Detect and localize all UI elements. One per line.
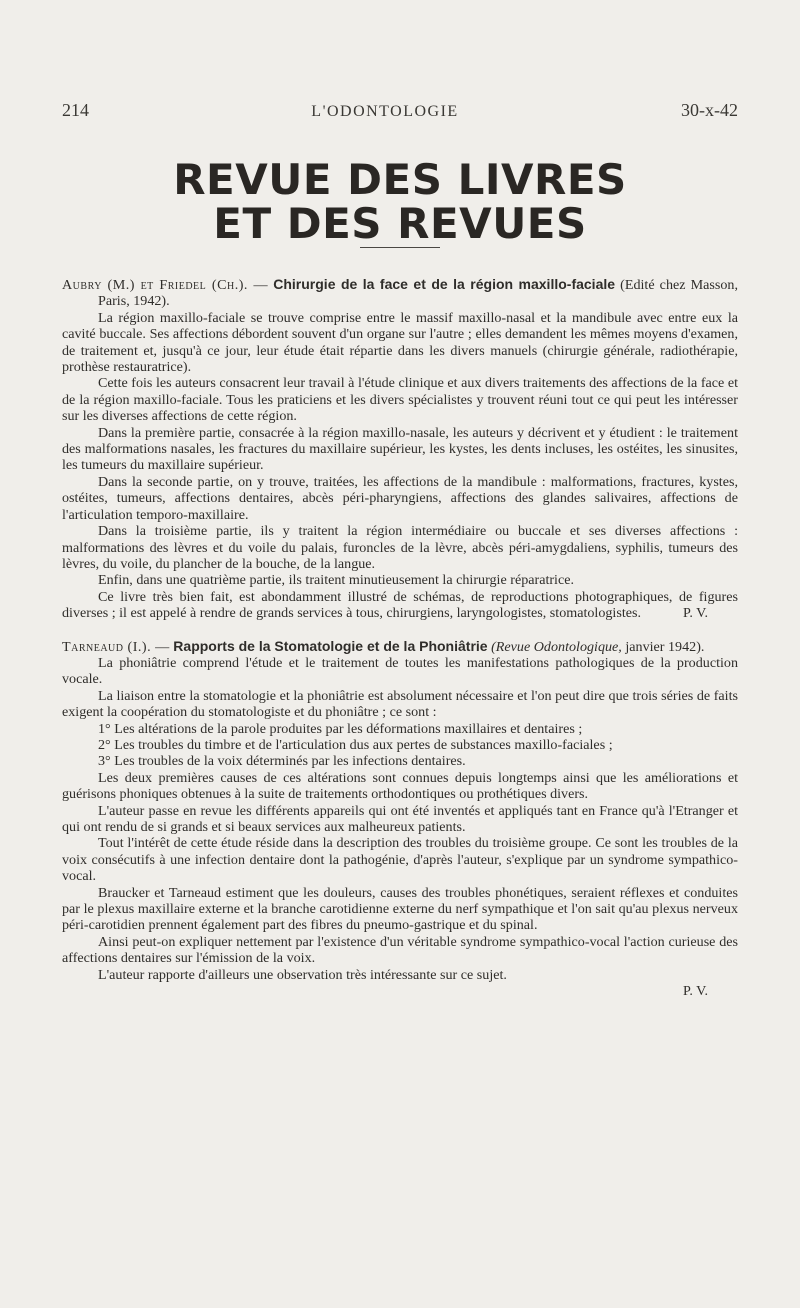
section-title-line-2: ET DES REVUES (213, 199, 587, 248)
title-divider (360, 247, 440, 248)
reviews-body (62, 276, 738, 1015)
entry-authors: Tarneaud (I.). — (62, 638, 170, 655)
paragraph-with-signature (62, 589, 738, 622)
reviewer-signature: P. V. (683, 983, 708, 1000)
paragraph: L'auteur passe en revue les différents appareils qui ont été inventés et appliqués tant en France qu'à l'Etranger et qui ont rendu de si grands et si beaux services aux malheureux patients. (62, 802, 738, 835)
reviewer-signature: P. V. (683, 605, 708, 622)
entry-book-title: Chirurgie de la face et de la région maxillo-faciale (273, 276, 616, 292)
entry-source: (Revue Odontologique, (491, 638, 622, 655)
paragraph: La région maxillo-faciale se trouve comprise entre le massif maxillo-nasal et la mandibule avec entre eux la cavité buccale. Ses affections débordent souvent d'un organe sur l'autre ; elles demandent les mêmes moyens d'examen, de traitement et, jusqu'à ce jour, leur étude était répartie dans les divers manuels (chirurgie générale, radiothérapie, prothèse restauratrice). (62, 309, 738, 376)
paragraph: Cette fois les auteurs consacrent leur travail à l'étude clinique et aux divers traitements des affections de la face et de la région maxillo-faciale. Tous les praticiens et les divers spécialistes y trouvent réuni tout ce qui peut les intéresser sur les diverses affections de cette région. (62, 375, 738, 425)
paragraph: Dans la première partie, consacrée à la région maxillo-nasale, les auteurs y décrivent et y étudient : le traitement des malformations nasales, les fractures du maxillaire supérieur, les kystes, les dents incluses, les ostéites, les sinusites, les tumeurs du maxillaire supérieur. (62, 424, 738, 474)
paragraph: L'auteur rapporte d'ailleurs une observation très intéressante sur ce sujet. (98, 966, 507, 983)
section-title-line-1: REVUE DES LIVRES (173, 155, 627, 204)
paragraph: Tout l'intérêt de cette étude réside dans la description des troubles du troisième groupe. Ce sont les troubles de la voix consécutifs à une infection dentaire dont la pathogénie, d'après l'auteur, s'explique par un syndrome sympathico-vocal. (62, 835, 738, 885)
entry-date: janvier 1942). (625, 638, 705, 655)
issue-date: 30-x-42 (681, 100, 738, 120)
review-entry-1 (62, 276, 738, 622)
entry-authors: Aubry (M.) et Friedel (Ch.). — (62, 277, 269, 293)
paragraph: Ce livre très bien fait, est abondamment illustré de schémas, de reproductions photographiques, de figures diverses ; il est appelé à rendre de grands services à tous, chirurgiens, laryngologistes, stomatologistes. (62, 588, 738, 622)
page-number: 214 (62, 100, 89, 120)
paragraph: Ainsi peut-on expliquer nettement par l'existence d'un véritable syndrome sympathico-vocal l'action curieuse des affections dentaires sur l'émission de la voix. (62, 933, 738, 967)
paragraph: La phoniâtrie comprend l'étude et le traitement de toutes les manifestations pathologiques de la production vocale. (62, 654, 738, 688)
paragraph: Braucker et Tarneaud estiment que les douleurs, causes des troubles phonétiques, seraient réflexes et conduites par le plexus maxillaire externe et la branche carotidienne externe du nerf sympathique et l'on sait qu'au plexus nerveux péri-carotidien prennent également part des fibres du pneumo-gastrique et du spinal. (62, 884, 738, 934)
review-entry-2 (62, 638, 738, 1000)
entry-article-title: Rapports de la Stomatologie et de la Phoniâtrie (173, 637, 488, 654)
paragraph: Dans la troisième partie, ils y traitent la région intermédiaire ou buccale et ses diverses affections : malformations des lèvres et du voile du palais, furoncles de la lèvre, abcès péri-amygdaliens, syphilis, tumeurs des lèvres, du voile, du plancher de la bouche, de la langue. (62, 523, 738, 572)
paragraph: La liaison entre la stomatologie et la phoniâtrie est absolument nécessaire et l'on peut dire que trois séries de faits exigent la coopération du stomatologiste et du phoniâtre ; ce sont : (62, 687, 738, 721)
paragraph: 1° Les altérations de la parole produites par les déformations maxillaires et dentaires ; (98, 720, 583, 737)
entry-heading (62, 276, 738, 310)
paragraph: Enfin, dans une quatrième partie, ils traitent minutieusement la chirurgie réparatrice. (98, 572, 575, 589)
entry-publisher: (Edité chez Masson, Paris, 1942). (98, 277, 738, 310)
paragraph: 3° Les troubles de la voix déterminés par les infections dentaires. (98, 753, 466, 770)
journal-name: L'ODONTOLOGIE (311, 103, 459, 120)
running-header (62, 100, 738, 121)
paragraph: 2° Les troubles du timbre et de l'articulation dus aux pertes de substances maxillo-faciales ; (98, 736, 613, 753)
paragraph: Dans la seconde partie, on y trouve, traitées, les affections de la mandibule : malformations, fractures, kystes, ostéites, tumeurs, affections dentaires, abcès péri-pharyngiens, affections des glandes salivaires, affections de l'articulation temporo-maxillaire. (62, 473, 738, 523)
entry-heading (62, 638, 738, 655)
section-title (0, 155, 800, 248)
paragraph: Les deux premières causes de ces altérations sont connues depuis longtemps ainsi que les améliorations et guérisons phoniques obtenues à la suite de traitements orthodontiques ou prothétiques divers. (62, 769, 738, 803)
